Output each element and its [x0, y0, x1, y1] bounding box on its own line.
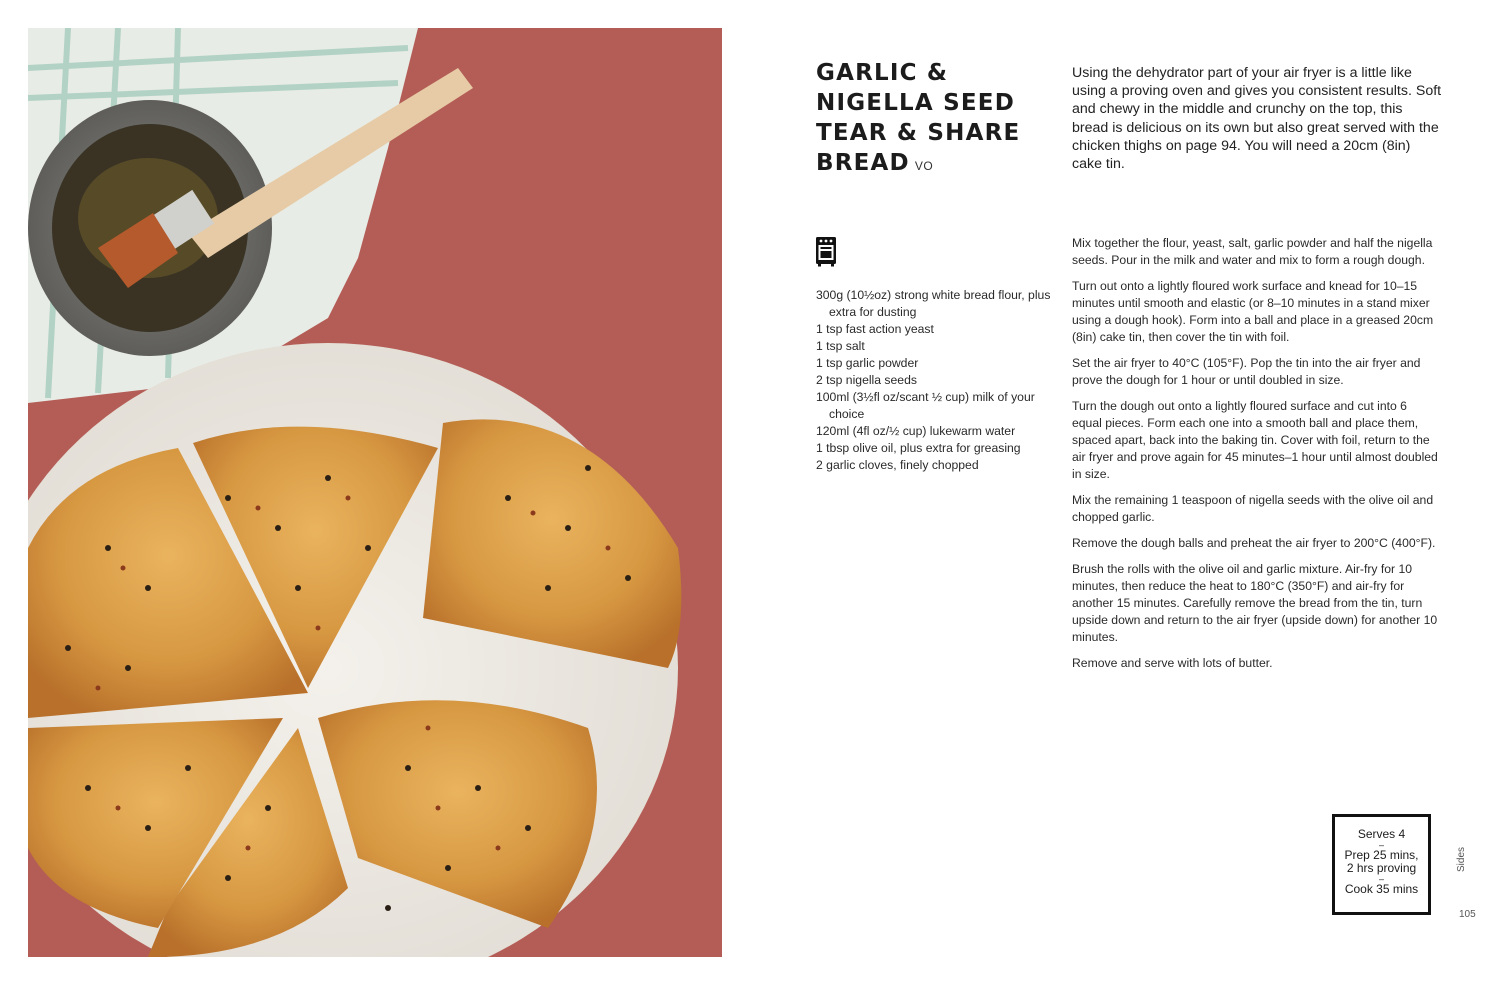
ingredient-item: 2 garlic cloves, finely chopped: [816, 458, 979, 472]
prep-time-line1: Prep 25 mins,: [1344, 847, 1419, 862]
ingredient-item: 1 tsp garlic powder: [816, 356, 919, 370]
ingredient-item: 300g (10½oz) strong white bread flour, plus extra for dusting: [816, 288, 1051, 319]
recipe-title: [816, 58, 1046, 181]
section-label: Sides: [1456, 846, 1467, 872]
method-step: Brush the rolls with the olive oil and garlic mixture. Air-fry for 10 minutes, then reduce the heat to 180°C (350°F) and air-fry for another 15 minutes. Carefully remove the bread from the tin, turn upside down and return to the air fryer (upside down) for another 10 minutes.: [1072, 562, 1438, 644]
recipe-intro: Using the dehydrator part of your air fryer is a little like using a proving oven and gives you consistent results. Soft and chewy in the middle and crunchy on the top, this bread is delicious on its own but also great served with the chicken thighs on page 94. You will need a 20cm (8in) cake tin.: [1072, 65, 1442, 173]
title-line: TEAR & SHARE: [816, 120, 1021, 146]
method-step: Turn the dough out onto a lightly floured surface and cut into 6 equal pieces. Form each one into a smooth ball and place them, spaced apart, back into the baking tin. Cover with foil, return to the air fryer and prove again for 45 minutes–1 hour until almost doubled in size.: [1072, 399, 1438, 481]
dietary-tag: VO: [914, 159, 934, 173]
ingredients-list: [816, 287, 1056, 474]
ingredient-item: 2 tsp nigella seeds: [816, 373, 917, 387]
ingredient-item: 1 tbsp olive oil, plus extra for greasing: [816, 441, 1021, 455]
prep-time-line2: 2 hrs proving: [1346, 861, 1417, 875]
method-step: Mix the remaining 1 teaspoon of nigella seeds with the olive oil and chopped garlic.: [1072, 493, 1434, 524]
method-steps: [1072, 235, 1440, 681]
page-number: 105: [1459, 909, 1476, 920]
ingredient-item: 1 tsp salt: [816, 339, 865, 353]
oven-icon: [815, 236, 837, 267]
recipe-photo: [28, 28, 722, 957]
ingredient-item: 1 tsp fast action yeast: [816, 322, 934, 336]
ingredient-item: 120ml (4fl oz/½ cup) lukewarm water: [816, 424, 1016, 438]
info-divider: –: [1378, 873, 1384, 884]
method-step: Remove and serve with lots of butter.: [1072, 656, 1273, 670]
info-divider: –: [1378, 839, 1384, 850]
method-step: Mix together the flour, yeast, salt, garlic powder and half the nigella seeds. Pour in the milk and water and mix to form a rough dough.: [1072, 236, 1433, 267]
ingredient-item: 100ml (3½fl oz/scant ½ cup) milk of your choice: [816, 390, 1035, 421]
title-line: GARLIC &: [816, 60, 949, 86]
title-line: NIGELLA SEED: [816, 90, 1015, 116]
method-step: Remove the dough balls and preheat the air fryer to 200°C (400°F).: [1072, 536, 1436, 550]
method-step: Set the air fryer to 40°C (105°F). Pop the tin into the air fryer and prove the dough for 1 hour or until doubled in size.: [1072, 356, 1421, 387]
title-line-last: [816, 148, 1046, 181]
serves-text: Serves 4: [1357, 827, 1406, 841]
method-step: Turn out onto a lightly floured work surface and knead for 10–15 minutes until smooth and elastic (or 8–10 minutes in a stand mixer using a dough hook). Form into a ball and place in a greased 20cm (8in) cake tin, then cover the tin with foil.: [1072, 279, 1434, 344]
title-line: BREAD: [816, 150, 910, 176]
cook-time: Cook 35 mins: [1344, 881, 1419, 896]
recipe-info-box: [1332, 814, 1431, 915]
